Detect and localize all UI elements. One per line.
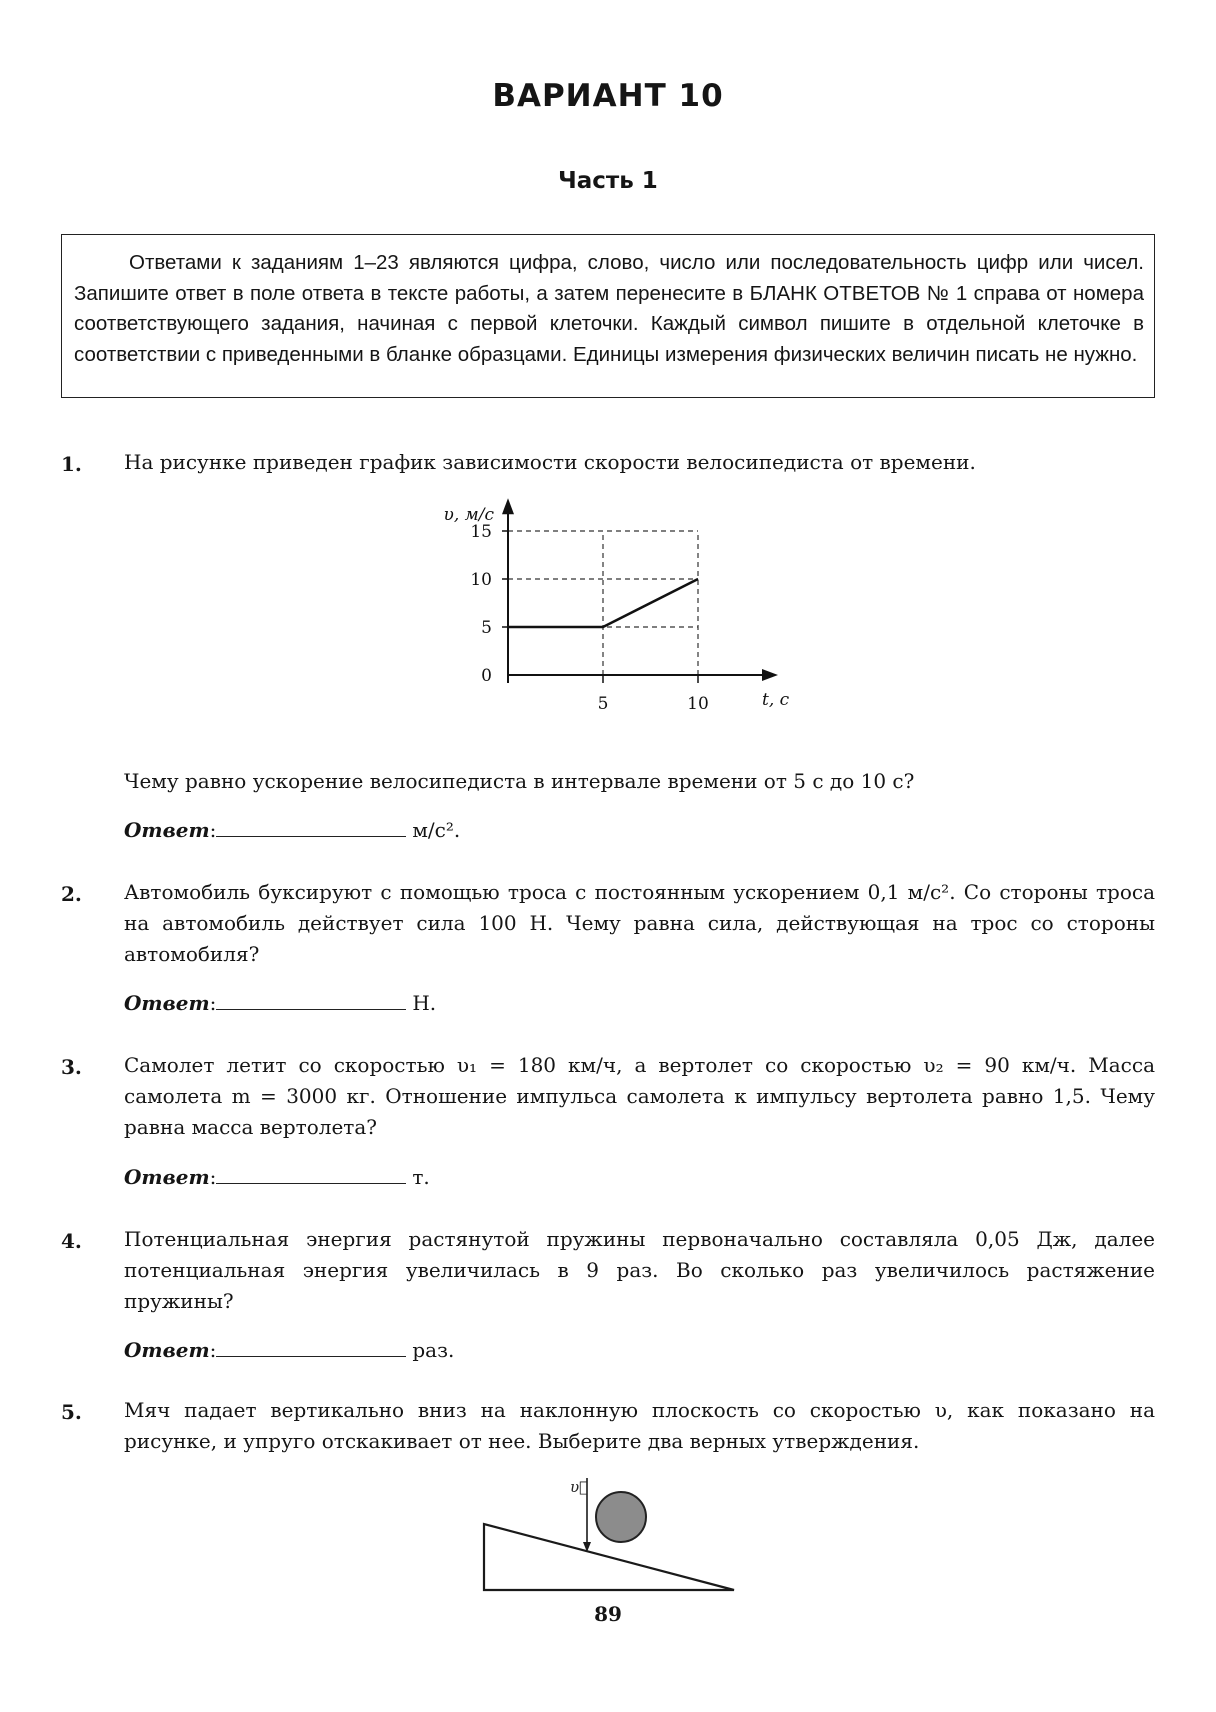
answer-1: Ответ: м/с².	[124, 818, 461, 842]
y-tick-label-10: 10	[470, 570, 492, 590]
answer-4: Ответ: раз.	[124, 1338, 455, 1362]
x-tick-label-10: 10	[687, 694, 709, 714]
answer-3-unit: т.	[412, 1165, 430, 1189]
answer-2-unit: Н.	[412, 991, 437, 1015]
answer-2: Ответ: Н.	[124, 991, 437, 1015]
velocity-time-chart	[420, 485, 800, 755]
ball	[596, 1492, 646, 1542]
variant-title: ВАРИАНТ 10	[492, 78, 724, 114]
x-tick-label-5: 5	[597, 694, 609, 714]
question-3-number: 3.	[61, 1055, 82, 1079]
answer-1-field[interactable]	[216, 816, 406, 837]
answer-3: Ответ: т.	[124, 1165, 430, 1189]
answer-1-label: Ответ	[124, 818, 210, 842]
answer-1-unit: м/с².	[412, 818, 461, 842]
question-2-number: 2.	[61, 882, 82, 906]
y-tick-label-0: 0	[481, 666, 492, 686]
question-3-text: Самолет летит со скоростью υ₁ = 180 км/ч, а вертолет со скоростью υ₂ = 90 км/ч. Масса самолета m = 3000 кг. Отношение импульса самолета к импульсу вертолета равно 1,5. Чему равна масса вертолета?	[124, 1053, 1155, 1139]
answer-4-field[interactable]	[216, 1336, 406, 1357]
question-5-text: Мяч падает вертикально вниз на наклонную плоскость со скоростью υ, как показано на рисунке, и упруго отскакивает от нее. Выберите два верных утверждения.	[124, 1398, 1155, 1453]
y-tick-label-15: 15	[470, 522, 492, 542]
question-1-number: 1.	[61, 452, 82, 476]
instructions-box: Ответами к заданиям 1–23 являются цифра, слово, число или последовательность цифр или чисел. Запишите ответ в поле ответа в тексте работы, а затем перенесите в БЛАНК ОТВЕТОВ № 1 справа от номера соответствующего задания, начиная с первой клеточки. Каждый символ пишите в отдельной клеточке в соответствии с приведенными в бланке образцами. Единицы измерения физических величин писать не нужно.	[61, 234, 1155, 398]
y-axis-arrow	[502, 498, 514, 514]
answer-3-label: Ответ	[124, 1165, 210, 1189]
question-4-number: 4.	[61, 1229, 82, 1253]
y-tick-label-5: 5	[481, 618, 492, 638]
answer-2-field[interactable]	[216, 989, 406, 1010]
answer-4-unit: раз.	[412, 1338, 455, 1362]
part-title: Часть 1	[558, 168, 658, 194]
x-axis-label: t, с	[762, 690, 790, 710]
incline-ball-figure	[470, 1468, 750, 1598]
answer-4-label: Ответ	[124, 1338, 210, 1362]
question-2-text: Автомобиль буксируют с помощью троса с постоянным ускорением 0,1 м/с². Со стороны троса на автомобиль действует сила 100 Н. Чему равна сила, действующая на трос со стороны автомобиля?	[124, 880, 1155, 966]
y-axis-label: υ, м/с	[443, 505, 494, 526]
answer-3-field[interactable]	[216, 1163, 406, 1184]
question-1-text: На рисунке приведен график зависимости скорости велосипедиста от времени.	[124, 450, 976, 474]
question-4-text: Потенциальная энергия растянутой пружины первоначально составляла 0,05 Дж, далее потенциальная энергия увеличилась в 9 раз. Во сколько раз увеличилось растяжение пружины?	[124, 1227, 1155, 1313]
question-5-number: 5.	[61, 1400, 82, 1424]
x-axis-arrow	[762, 669, 778, 681]
page-number: 89	[594, 1602, 622, 1626]
question-1-followup: Чему равно ускорение велосипедиста в интервале времени от 5 с до 10 с?	[124, 769, 915, 793]
velocity-vector-label: υ⃗	[570, 1478, 589, 1496]
answer-2-label: Ответ	[124, 991, 210, 1015]
